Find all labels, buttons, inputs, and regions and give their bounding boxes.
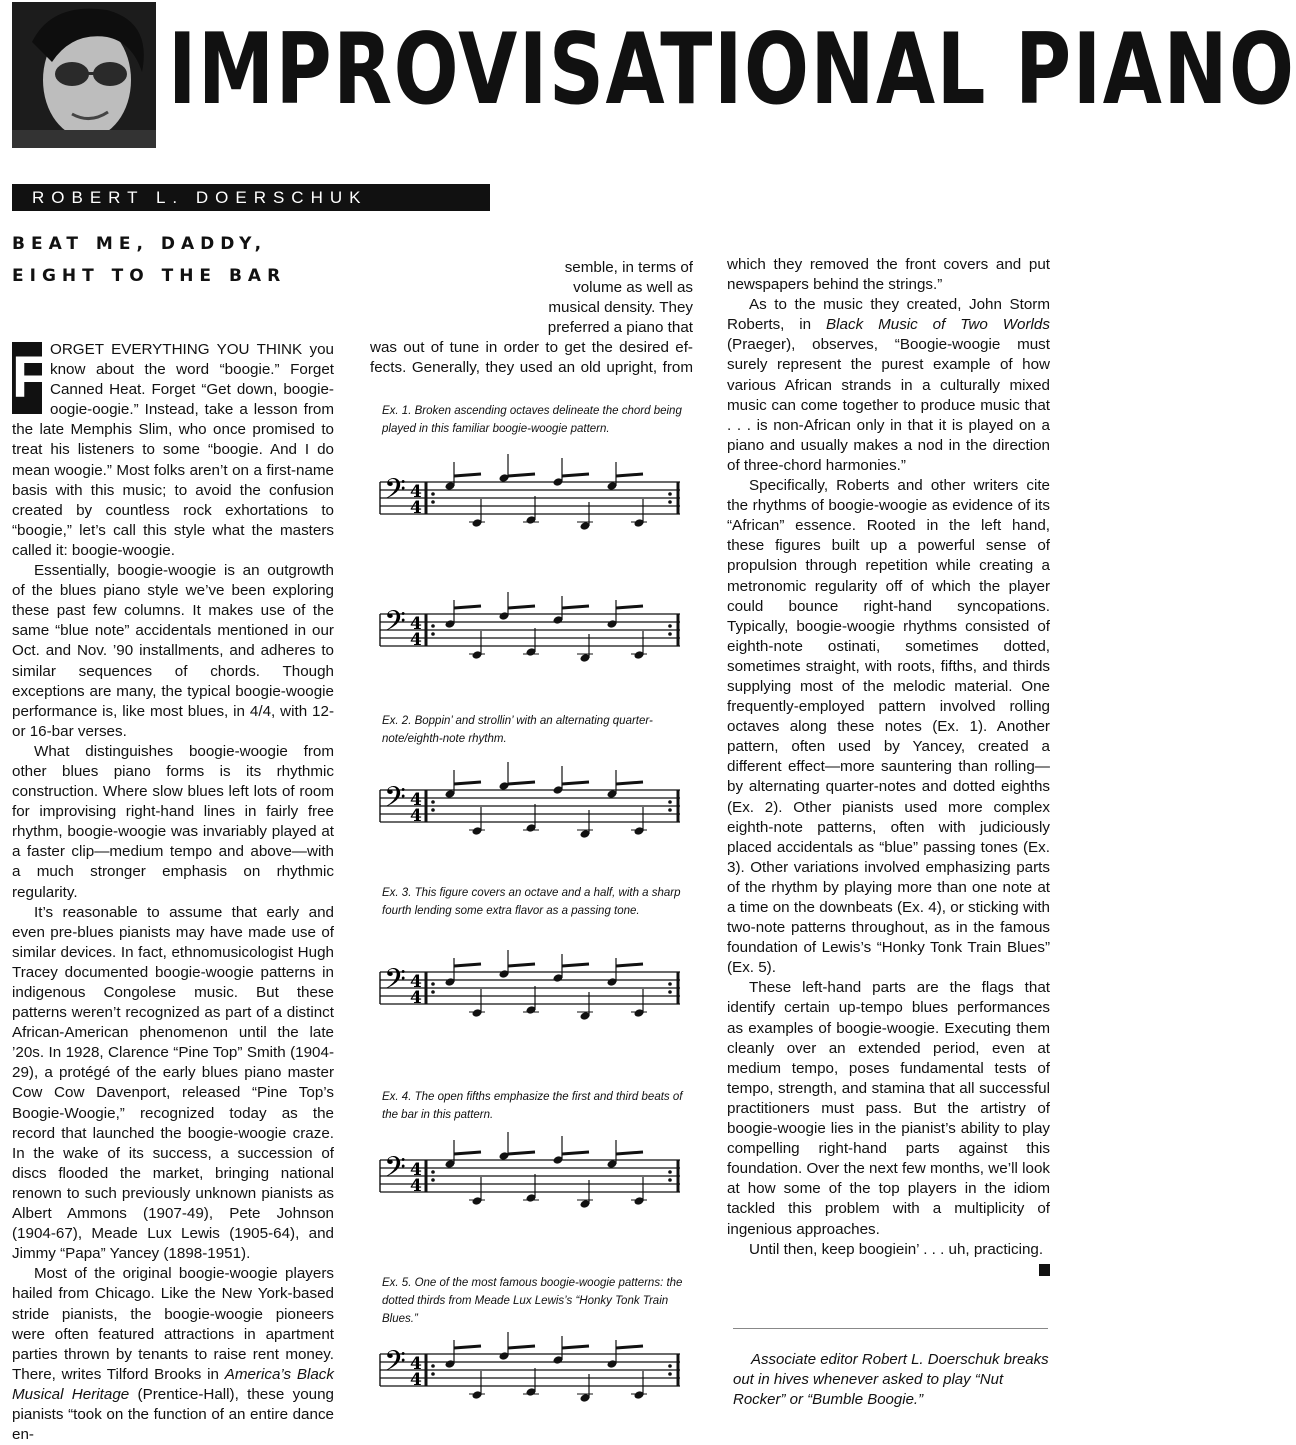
drop-cap: F	[12, 342, 42, 414]
article-column-3	[727, 255, 1050, 1276]
svg-text:4: 4	[410, 1160, 422, 1180]
paragraph: Essentially, boogie-woogie is an outgrowth of the blues piano style we’ve been exploring these past few columns. It makes use of the same “blue note” accidentals mentioned in our Oct. and Nov. ’90 installments, and adheres to similar sequences of chords. Though exceptions are many, the typical boogie-woogie performance is, like most blues, in 4/4, with 12- or 16-bar verses.	[12, 562, 334, 740]
music-staff-ex2	[380, 768, 686, 858]
article-headline	[12, 228, 352, 292]
music-staff-ex3	[380, 950, 686, 1040]
music-staff-ex1-cont	[380, 592, 686, 672]
paragraph: F ORGET EVERYTHING YOU THINK you know about the word “boogie.” Forget Canned Heat. Forget “Get down, boogie-oogie-oogie.” Instead, take a lesson from the late Memphis Slim, who once promised to treat his listeners to some “boogie. And I do mean woogie.” Most folks aren’t on a first-name basis with this music; to avoid the confusion created by countless rock exhortations to “boogie,” let’s call this style what the masters called it: boogie-woogie.	[12, 341, 334, 559]
text-line: preferred a piano that	[547, 319, 693, 337]
book-title: America’s Black Musical Heritage	[12, 1365, 334, 1403]
example-caption: Ex. 3. This figure covers an octave and a half, with a sharp fourth lending some extra flavor as a passing tone.	[382, 887, 681, 917]
example-caption: Ex. 1. Broken ascending octaves delineate the chord being played in this familiar boogie-woogie pattern.	[382, 405, 682, 435]
paragraph: which they removed the front covers and put newspapers behind the strings.”	[727, 256, 1050, 294]
svg-text:4: 4	[410, 1354, 422, 1374]
text-line: musical density. They	[548, 299, 693, 317]
headline-line-2: EIGHT TO THE BAR	[12, 266, 287, 286]
paragraph: As to the music they created, John Storm Roberts, in Black Music of Two Worlds (Praeger), observes, “Boogie-woogie must surely represent the purest example of how various African strands in a culturally mixed music can come together to produce music that . . . is non-African only in that it is played on a piano and usually makes a nod in the direction of three-chord harmonies.”	[727, 296, 1050, 474]
music-staff-ex4	[380, 1138, 686, 1228]
example-caption: Ex. 2. Boppin’ and strollin’ with an alternating quarter-note/eighth-note rhythm.	[382, 715, 653, 745]
svg-text:𝄢: 𝄢	[384, 781, 406, 821]
svg-text:𝄢: 𝄢	[384, 473, 406, 513]
paragraph: Until then, keep boogiein’ . . . uh, practicing.	[727, 1240, 1050, 1260]
paragraph: Specifically, Roberts and other writers cite the rhythms of boogie-woogie as evidence of its “African” essence. Rooted in the left hand, these figures built up a powerful sense of propulsion through repetition while creating a metronomic regularity off of which the player could bounce right-hand syncopations. Typically, boogie-woogie rhythms consisted of eighth-note ostinati, sometimes dotted, sometimes straight, with roots, fifths, and thirds supplying most of the melodic material. One frequently-employed pattern involved rolling octaves along these notes (Ex. 1). Another pattern, often used by Yancey, created a different effect—more sauntering than rolling—by alternating quarter-notes and dotted eighths (Ex. 2). Other pianists used more complex eighth-note patterns, often with judiciously placed accidentals as “blue” passing tones (Ex. 3). Other variations involved emphasizing parts of the rhythm by playing more than one note at a time on the downbeats (Ex. 4), or sticking with two-note patterns throughout, as in the famous foundation of Lewis’s “Honky Tonk Train Blues” (Ex. 5).	[727, 477, 1050, 977]
paragraph: What distinguishes boogie-woogie from other blues piano forms is its rhythmic construction. Where slow blues left lots of room for improvising right-hand lines in fairly free rhythm, boogie-woogie was invariably played at a faster clip—medium tempo and above—with a much stronger emphasis on rhythmic regularity.	[12, 742, 334, 901]
text-line: was out of tune in order to get the desired ef-	[370, 339, 693, 357]
svg-text:4: 4	[410, 482, 422, 502]
paragraph: These left-hand parts are the flags that identify certain up-tempo blues performances as examples of boogie-woogie. Executing them cleanly over an extended period, even at medium tempo, poses fundamental tests of tempo, strength, and stamina that all successful practitioners must pass. But the artistry of boogie-woogie lies in the pianist’s ability to play compelling right-hand parts against this foundation. Over the next few months, we’ll look at how some of the top players in the idiom tackled this problem with a multiplicity of ingenious approaches.	[727, 979, 1050, 1238]
author-bio: Associate editor Robert L. Doerschuk breaks out in hives whenever asked to play “Nut Rocker” or “Bumble Boogie.”	[733, 1351, 1049, 1408]
svg-text:𝄢: 𝄢	[384, 1151, 406, 1191]
author-photo	[12, 2, 156, 148]
svg-text:4: 4	[410, 1176, 422, 1196]
author-byline: ROBERT L. DOERSCHUK	[12, 184, 490, 211]
svg-text:4: 4	[410, 498, 422, 518]
music-staff-ex5	[380, 1332, 686, 1412]
svg-text:4: 4	[410, 630, 422, 650]
end-mark-icon	[1039, 1264, 1050, 1276]
example-caption: Ex. 5. One of the most famous boogie-woogie patterns: the dotted thirds from Meade Lux Lewis’s “Honky Tonk Train Blues.”	[382, 1277, 683, 1325]
divider	[733, 1328, 1048, 1329]
svg-text:4: 4	[410, 614, 422, 634]
svg-text:𝄢: 𝄢	[384, 605, 406, 645]
svg-text:4: 4	[410, 790, 422, 810]
article-column-2	[370, 258, 693, 379]
svg-text:4: 4	[410, 1370, 422, 1390]
book-title: Black Music of Two Worlds	[826, 316, 1050, 334]
text-line: semble, in terms of	[564, 259, 693, 276]
example-caption: Ex. 4. The open fifths emphasize the first and third beats of the bar in this pattern.	[382, 1091, 683, 1121]
article-column-1	[12, 340, 334, 1445]
svg-text:4: 4	[410, 988, 422, 1008]
music-staff-ex1	[380, 460, 686, 550]
paragraph: Most of the original boogie-woogie players hailed from Chicago. Like the New York-based stride pianists, the boogie-woogie pioneers were often featured attractions in apartment parties thrown by tenants to raise rent money. There, writes Tilford Brooks in America’s Black Musical Heritage (Prentice-Hall), these young pianists “took on the function of an entire dance en-	[12, 1265, 334, 1444]
headline-line-1: BEAT ME, DADDY,	[12, 234, 268, 254]
text-line: volume as well as	[573, 279, 693, 297]
svg-text:4: 4	[410, 806, 422, 826]
svg-text:𝄢: 𝄢	[384, 963, 406, 1003]
page-title: IMPROVISATIONAL PIANO	[168, 13, 1296, 127]
text-line: fects. Generally, they used an old upright, from	[370, 359, 693, 377]
svg-text:4: 4	[410, 972, 422, 992]
paragraph: It’s reasonable to assume that early and even pre-blues pianists may have made use of similar devices. In fact, ethnomusicologist Hugh Tracey documented boogie-woogie patterns in indigenous Congolese music. But these patterns weren’t recognized as part of a distinct African-American phenomenon until the late ’20s. In 1928, Clarence “Pine Top” Smith (1904-29), a protégé of the early blues piano master Cow Cow Davenport, released “Pine Top’s Boogie-Woogie,” recognized today as the record that launched the boogie-woogie craze. In the wake of its success, a succession of discs flooded the market, bringing national renown to such previously unknown pianists as Albert Ammons (1907-49), Pete Johnson (1904-67), Meade Lux Lewis (1905-64), and Jimmy “Papa” Yancey (1898-1951).	[12, 903, 334, 1263]
svg-text:𝄢: 𝄢	[384, 1345, 406, 1385]
